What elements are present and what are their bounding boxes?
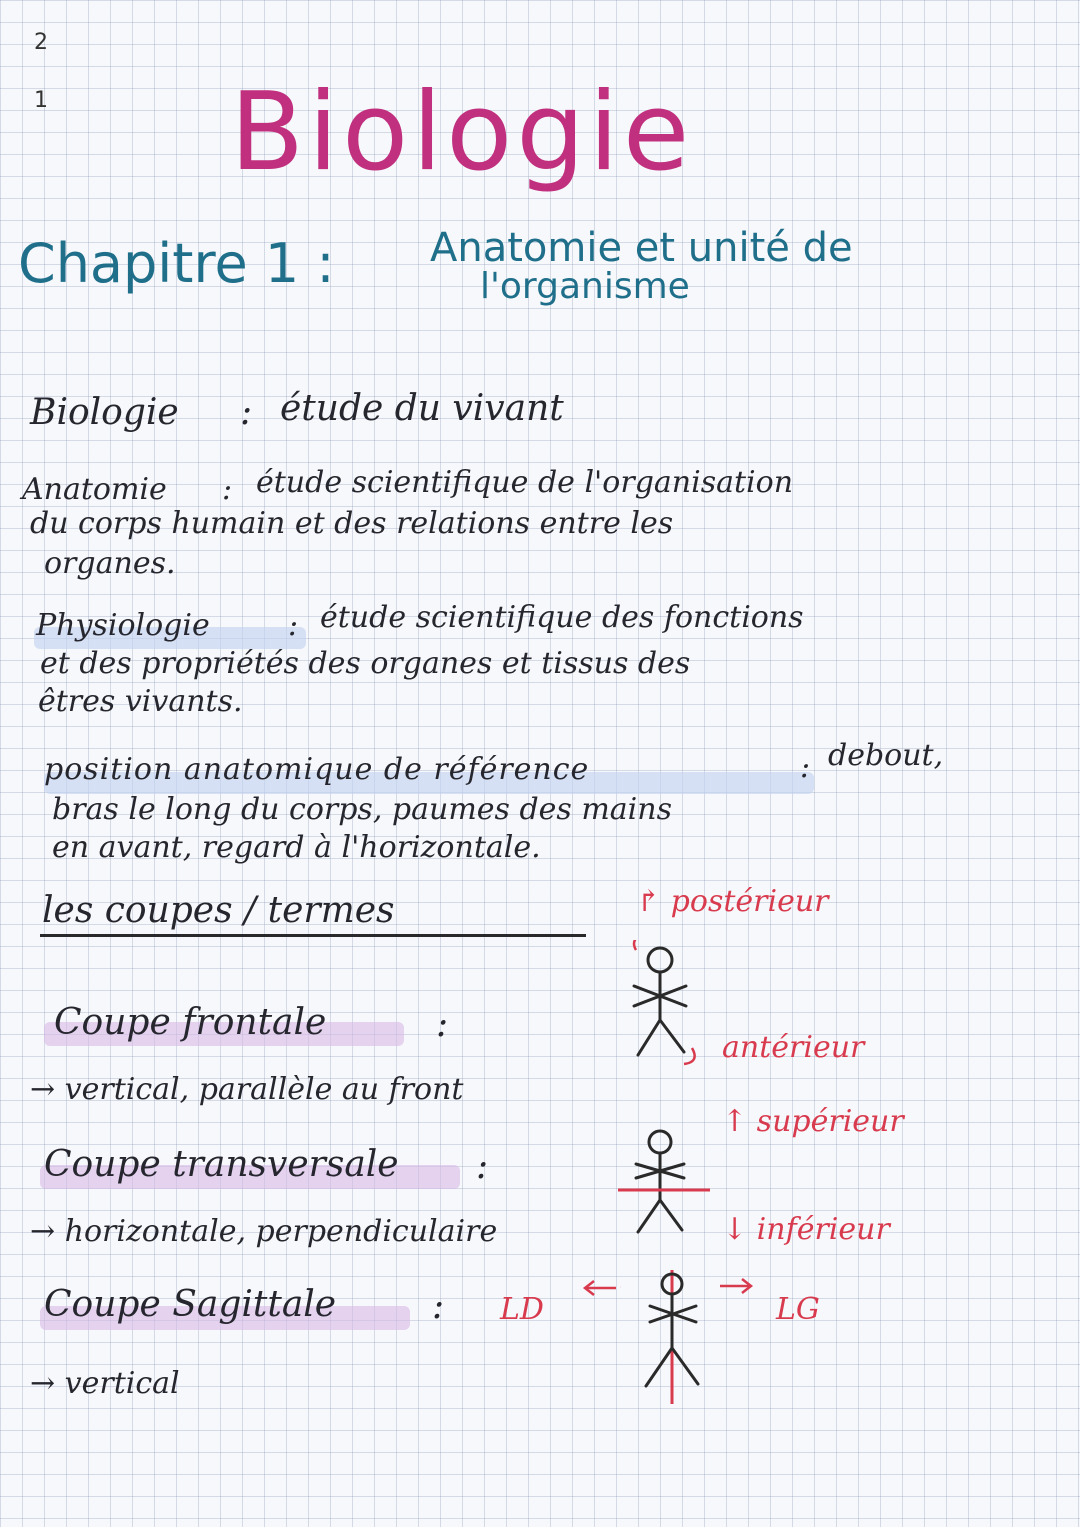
chapter-heading: Chapitre 1 : xyxy=(18,232,335,295)
section-underline xyxy=(40,934,586,937)
arrow-left-icon xyxy=(580,1278,620,1298)
chapter-subtitle-line1: Anatomie et unité de xyxy=(430,225,853,271)
def-anatomie-sep: : xyxy=(222,472,233,507)
def-physiologie-line3: êtres vivants. xyxy=(38,684,243,719)
arrow-right-icon xyxy=(716,1276,756,1296)
coupe-frontale-desc: → vertical, parallèle au front xyxy=(30,1072,464,1107)
page-number-top: 2 xyxy=(34,30,48,55)
def-physiologie-line2: et des propriétés des organes et tissus des xyxy=(40,646,691,681)
chapter-subtitle-line2: l'organisme xyxy=(480,266,690,307)
def-position-line2: bras le long du corps, paumes des mains xyxy=(52,792,672,827)
def-physiologie-sep: : xyxy=(288,608,299,643)
coupe-sagittale-desc: → vertical xyxy=(30,1366,180,1401)
coupe-frontale-name: Coupe frontale xyxy=(54,1002,327,1043)
term-superieur: ↑ supérieur xyxy=(722,1104,904,1139)
term-posterieur: ↱ postérieur xyxy=(636,884,829,919)
def-physiologie-term: Physiologie xyxy=(36,608,210,643)
coupe-transversale-name: Coupe transversale xyxy=(44,1144,399,1185)
coupe-sagittale-name: Coupe Sagittale xyxy=(44,1284,337,1325)
term-ld: LD xyxy=(500,1292,544,1327)
stick-figure-sagittal-icon xyxy=(620,1268,730,1408)
def-anatomie-term: Anatomie xyxy=(22,472,167,507)
def-position-term: position anatomique de référence xyxy=(44,752,590,787)
def-biologie-term: Biologie xyxy=(30,392,179,433)
stick-figure-frontal-icon xyxy=(620,940,720,1080)
def-anatomie-line1: étude scientifique de l'organisation xyxy=(256,465,794,500)
coupe-sagittale-sep: : xyxy=(432,1286,445,1327)
def-position-sep: : xyxy=(800,750,811,785)
def-biologie-text: étude du vivant xyxy=(280,388,564,429)
def-anatomie-line2: du corps humain et des relations entre les xyxy=(30,506,674,541)
page-title: Biologie xyxy=(230,70,694,195)
stick-figure-transversal-icon xyxy=(610,1126,720,1246)
def-anatomie-line3: organes. xyxy=(44,546,176,581)
coupe-transversale-sep: : xyxy=(476,1146,489,1187)
term-inferieur: ↓ inférieur xyxy=(722,1212,890,1247)
term-anterieur: antérieur xyxy=(722,1030,865,1065)
page-number-bottom: 1 xyxy=(34,88,48,113)
term-lg: LG xyxy=(776,1292,820,1327)
def-position-line1: debout, xyxy=(828,738,944,773)
coupe-transversale-desc: → horizontale, perpendiculaire xyxy=(30,1214,498,1249)
section-heading: les coupes / termes xyxy=(42,890,395,931)
def-biologie-sep: : xyxy=(240,392,253,433)
def-position-line3: en avant, regard à l'horizontale. xyxy=(52,830,541,865)
def-physiologie-line1: étude scientifique des fonctions xyxy=(320,600,804,635)
coupe-frontale-sep: : xyxy=(436,1004,449,1045)
